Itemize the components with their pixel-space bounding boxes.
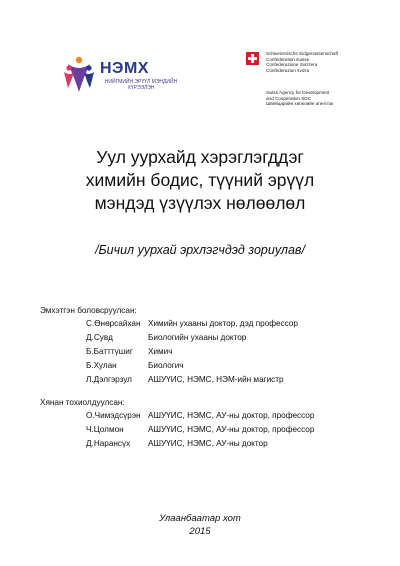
- agency-line: Swiss Agency for Development: [266, 90, 330, 95]
- person-name: Ч.Цолмон: [86, 425, 124, 434]
- person-name: Д.Нарансүх: [86, 439, 131, 448]
- title-line: мэндэд үзүүлэх нөлөөлөл: [94, 193, 306, 213]
- person-name: Б.Батттүшиг: [86, 347, 133, 356]
- confederation-line: Schweizerische Eidgenossenschaft: [266, 51, 339, 56]
- confederation-line: Confédération suisse: [266, 56, 310, 62]
- nemh-people-icon: [62, 54, 96, 94]
- person-name: Б.Хулан: [86, 361, 117, 370]
- person-role: Биологич: [148, 361, 184, 370]
- title-line: Уул уурхайд хэрэглэгддэг: [96, 147, 304, 167]
- compiler-row: [86, 318, 376, 330]
- person-role: АШУҮИС, НЭМС, АУ-ны доктор, профессор: [148, 425, 315, 434]
- person-role: Биологийн ухааны доктор: [148, 333, 247, 342]
- agency-block: [266, 90, 366, 107]
- compiler-row: [86, 346, 376, 358]
- agency-line: and Cooperation SDC: [266, 95, 311, 101]
- nemh-logo: [62, 52, 192, 100]
- compilers-heading: Эмхэтгэн боловсруулсан:: [40, 306, 137, 315]
- compiler-row: [86, 360, 376, 372]
- person-role: Химич: [148, 347, 173, 356]
- logo-subtitle: НИЙГМИЙН ЭРҮҮЛ МЭНДИЙН ХҮРЭЭЛЭН: [104, 79, 178, 91]
- person-role: Химийн ухааны доктор, дэд профессор: [148, 319, 298, 328]
- person-role: АШУҮИС, НЭМС, АУ-ны доктор, профессор: [148, 411, 315, 420]
- title-line: химийн бодис, түүний эрүүл: [85, 170, 315, 190]
- confederation-line: Confederaziun svizra: [266, 67, 310, 73]
- publication-city: Улаанбаатар хот: [159, 513, 241, 524]
- reviewer-row: [86, 438, 376, 450]
- person-name: С.Өнөрсайхан: [86, 319, 141, 328]
- person-role: АШУҮИС, НЭМС, НЭМ-ийн магистр: [148, 375, 284, 384]
- document-title: [40, 146, 360, 215]
- reviewer-row: [86, 424, 376, 436]
- publication-year: 2015: [189, 526, 211, 537]
- person-name: Л.Дэлгэрзул: [86, 375, 132, 384]
- swiss-sdc-logo: [246, 48, 366, 128]
- compiler-row: [86, 332, 376, 344]
- logo-name: НЭМХ: [100, 60, 149, 77]
- confederation-line: Confederazione Svizzera: [266, 62, 318, 67]
- swiss-flag-icon: [246, 52, 259, 65]
- reviewer-row: [86, 410, 376, 422]
- publication-info: [40, 512, 360, 538]
- compiler-row: [86, 374, 376, 386]
- person-name: О.Чимэдсүрэн: [86, 411, 141, 420]
- document-subtitle: /Бичил уурхай эрхлэгчдэд зориулав/: [95, 243, 305, 257]
- reviewers-heading: Хянан тохиолдуулсан:: [40, 398, 125, 407]
- agency-line: Швейцарийн хөгжлийн агентлаг: [266, 101, 334, 107]
- person-role: АШУҮИС, НЭМС, АУ-ны доктор: [148, 439, 268, 448]
- person-name: Д.Сувд: [86, 333, 113, 342]
